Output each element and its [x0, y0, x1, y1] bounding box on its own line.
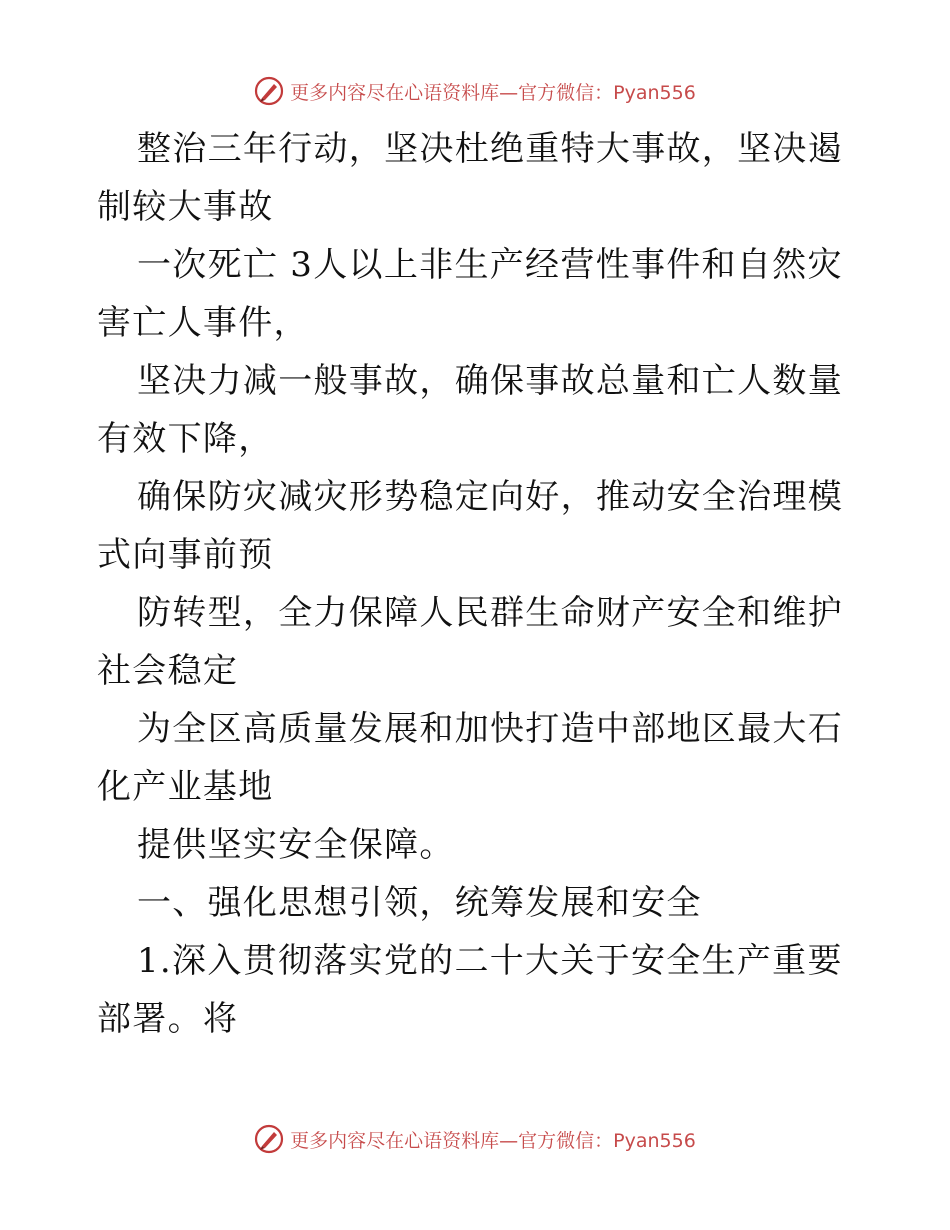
header-watermark	[0, 76, 950, 106]
paragraph-7: 提供坚实安全保障。	[137, 825, 455, 865]
watermark-text: 更多内容尽在心语资料库—官方微信：Pyan556	[290, 1129, 696, 1152]
footer-watermark	[0, 1124, 950, 1154]
document-body	[97, 120, 852, 1048]
section-heading: 一、强化思想引领，统筹发展和安全	[137, 883, 702, 923]
paragraph-5: 防转型，全力保障人民群生命财产安全和维护社会稳定	[97, 593, 843, 691]
paragraph-6: 为全区高质量发展和加快打造中部地区最大石化产业基地	[97, 709, 843, 807]
pen-logo-icon	[254, 76, 284, 106]
watermark-text: 更多内容尽在心语资料库—官方微信：Pyan556	[290, 81, 696, 104]
paragraph-1: 整治三年行动，坚决杜绝重特大事故，坚决遏制较大事故	[97, 129, 843, 227]
paragraph-8: 1.深入贯彻落实党的二十大关于安全生产重要部署。将	[97, 941, 843, 1039]
paragraph-2: 一次死亡 3人以上非生产经营性事件和自然灾害亡人事件，	[97, 245, 843, 343]
pen-logo-icon	[254, 1124, 284, 1154]
paragraph-3: 坚决力减一般事故，确保事故总量和亡人数量有效下降，	[97, 361, 843, 459]
paragraph-4: 确保防灾减灾形势稳定向好，推动安全治理模式向事前预	[97, 477, 843, 575]
